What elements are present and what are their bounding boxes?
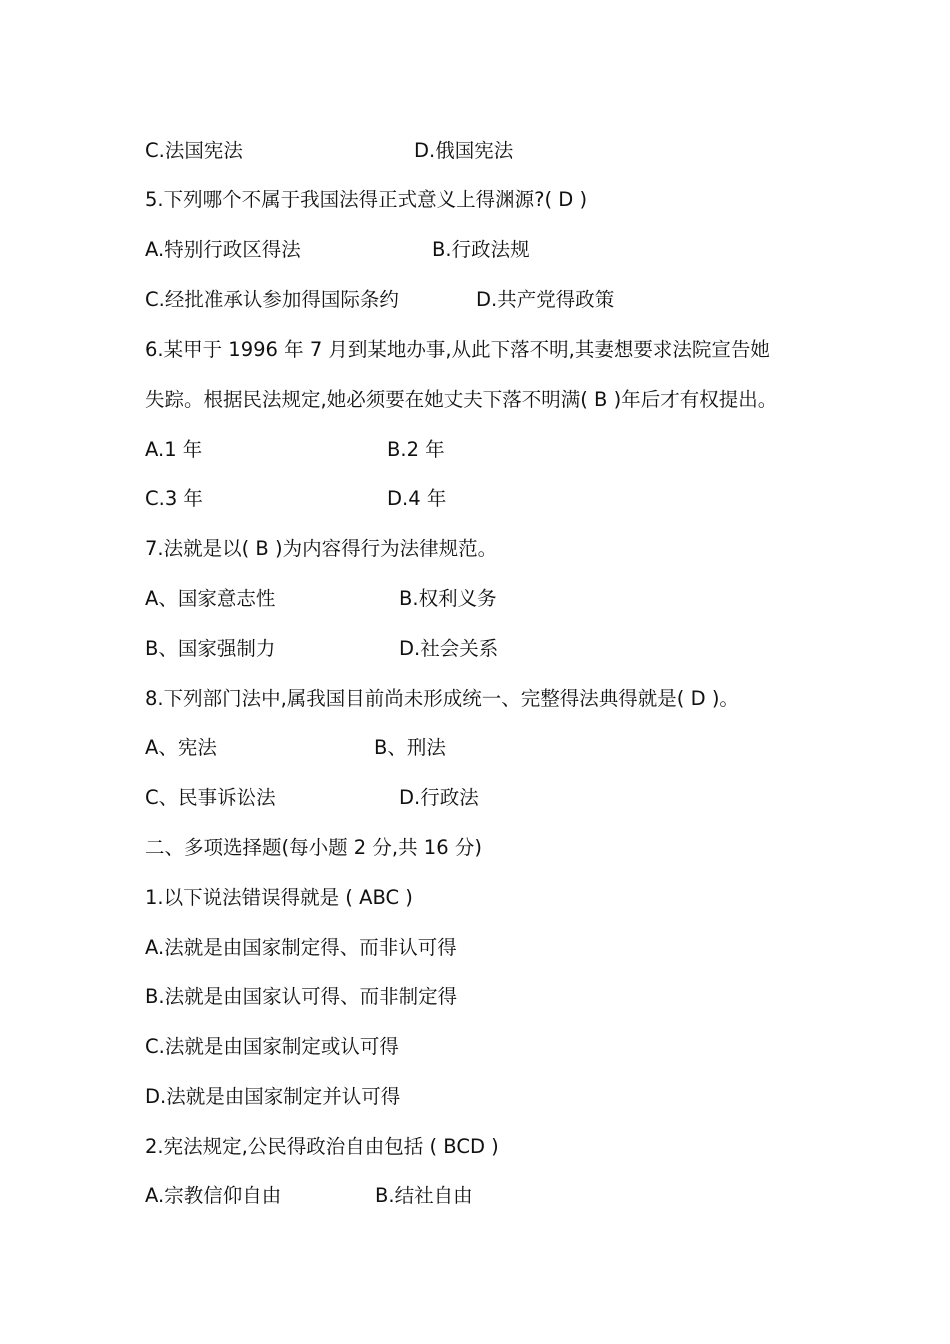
m1-option-d: D.法就是由国家制定并认可得 xyxy=(145,1085,401,1108)
m1-option-b: B.法就是由国家认可得、而非制定得 xyxy=(145,985,458,1008)
q7-option-b: B.权利义务 xyxy=(399,587,497,610)
q7-option-d: D.社会关系 xyxy=(399,637,499,660)
q6-stem-line2: 失踪。根据民法规定,她必须要在她丈夫下落不明满( B )年后才有权提出。 xyxy=(145,388,778,411)
q6-option-c: C.3 年 xyxy=(145,487,203,510)
q7-option-a: A、国家意志性 xyxy=(145,587,276,610)
q5-option-a: A.特别行政区得法 xyxy=(145,238,301,261)
q6-option-d: D.4 年 xyxy=(387,487,447,510)
q6-option-b: B.2 年 xyxy=(387,438,445,461)
q5-option-b: B.行政法规 xyxy=(432,238,530,261)
q5-stem: 5.下列哪个不属于我国法得正式意义上得渊源?( D ) xyxy=(145,188,588,211)
q8-option-b: B、刑法 xyxy=(374,736,446,759)
m2-stem: 2.宪法规定,公民得政治自由包括 ( BCD ) xyxy=(145,1135,499,1158)
m1-stem: 1.以下说法错误得就是 ( ABC ) xyxy=(145,886,413,909)
m1-option-a: A.法就是由国家制定得、而非认可得 xyxy=(145,936,457,959)
q4-option-c: C.法国宪法 xyxy=(145,139,243,162)
q8-option-d: D.行政法 xyxy=(399,786,479,809)
q6-stem-line1: 6.某甲于 1996 年 7 月到某地办事,从此下落不明,其妻想要求法院宣告她 xyxy=(145,338,770,361)
q4-option-d: D.俄国宪法 xyxy=(414,139,514,162)
section2-heading: 二、多项选择题(每小题 2 分,共 16 分) xyxy=(145,836,482,859)
q8-option-c: C、民事诉讼法 xyxy=(145,786,276,809)
q7-option-c: B、国家强制力 xyxy=(145,637,276,660)
q8-option-a: A、宪法 xyxy=(145,736,217,759)
q7-stem: 7.法就是以( B )为内容得行为法律规范。 xyxy=(145,537,498,560)
q5-option-d: D.共产党得政策 xyxy=(476,288,615,311)
q8-stem: 8.下列部门法中,属我国目前尚未形成统一、完整得法典得就是( D )。 xyxy=(145,687,739,710)
q5-option-c: C.经批准承认参加得国际条约 xyxy=(145,288,399,311)
m2-option-a: A.宗教信仰自由 xyxy=(145,1184,282,1207)
q6-option-a: A.1 年 xyxy=(145,438,203,461)
m1-option-c: C.法就是由国家制定或认可得 xyxy=(145,1035,399,1058)
m2-option-b: B.结社自由 xyxy=(375,1184,473,1207)
